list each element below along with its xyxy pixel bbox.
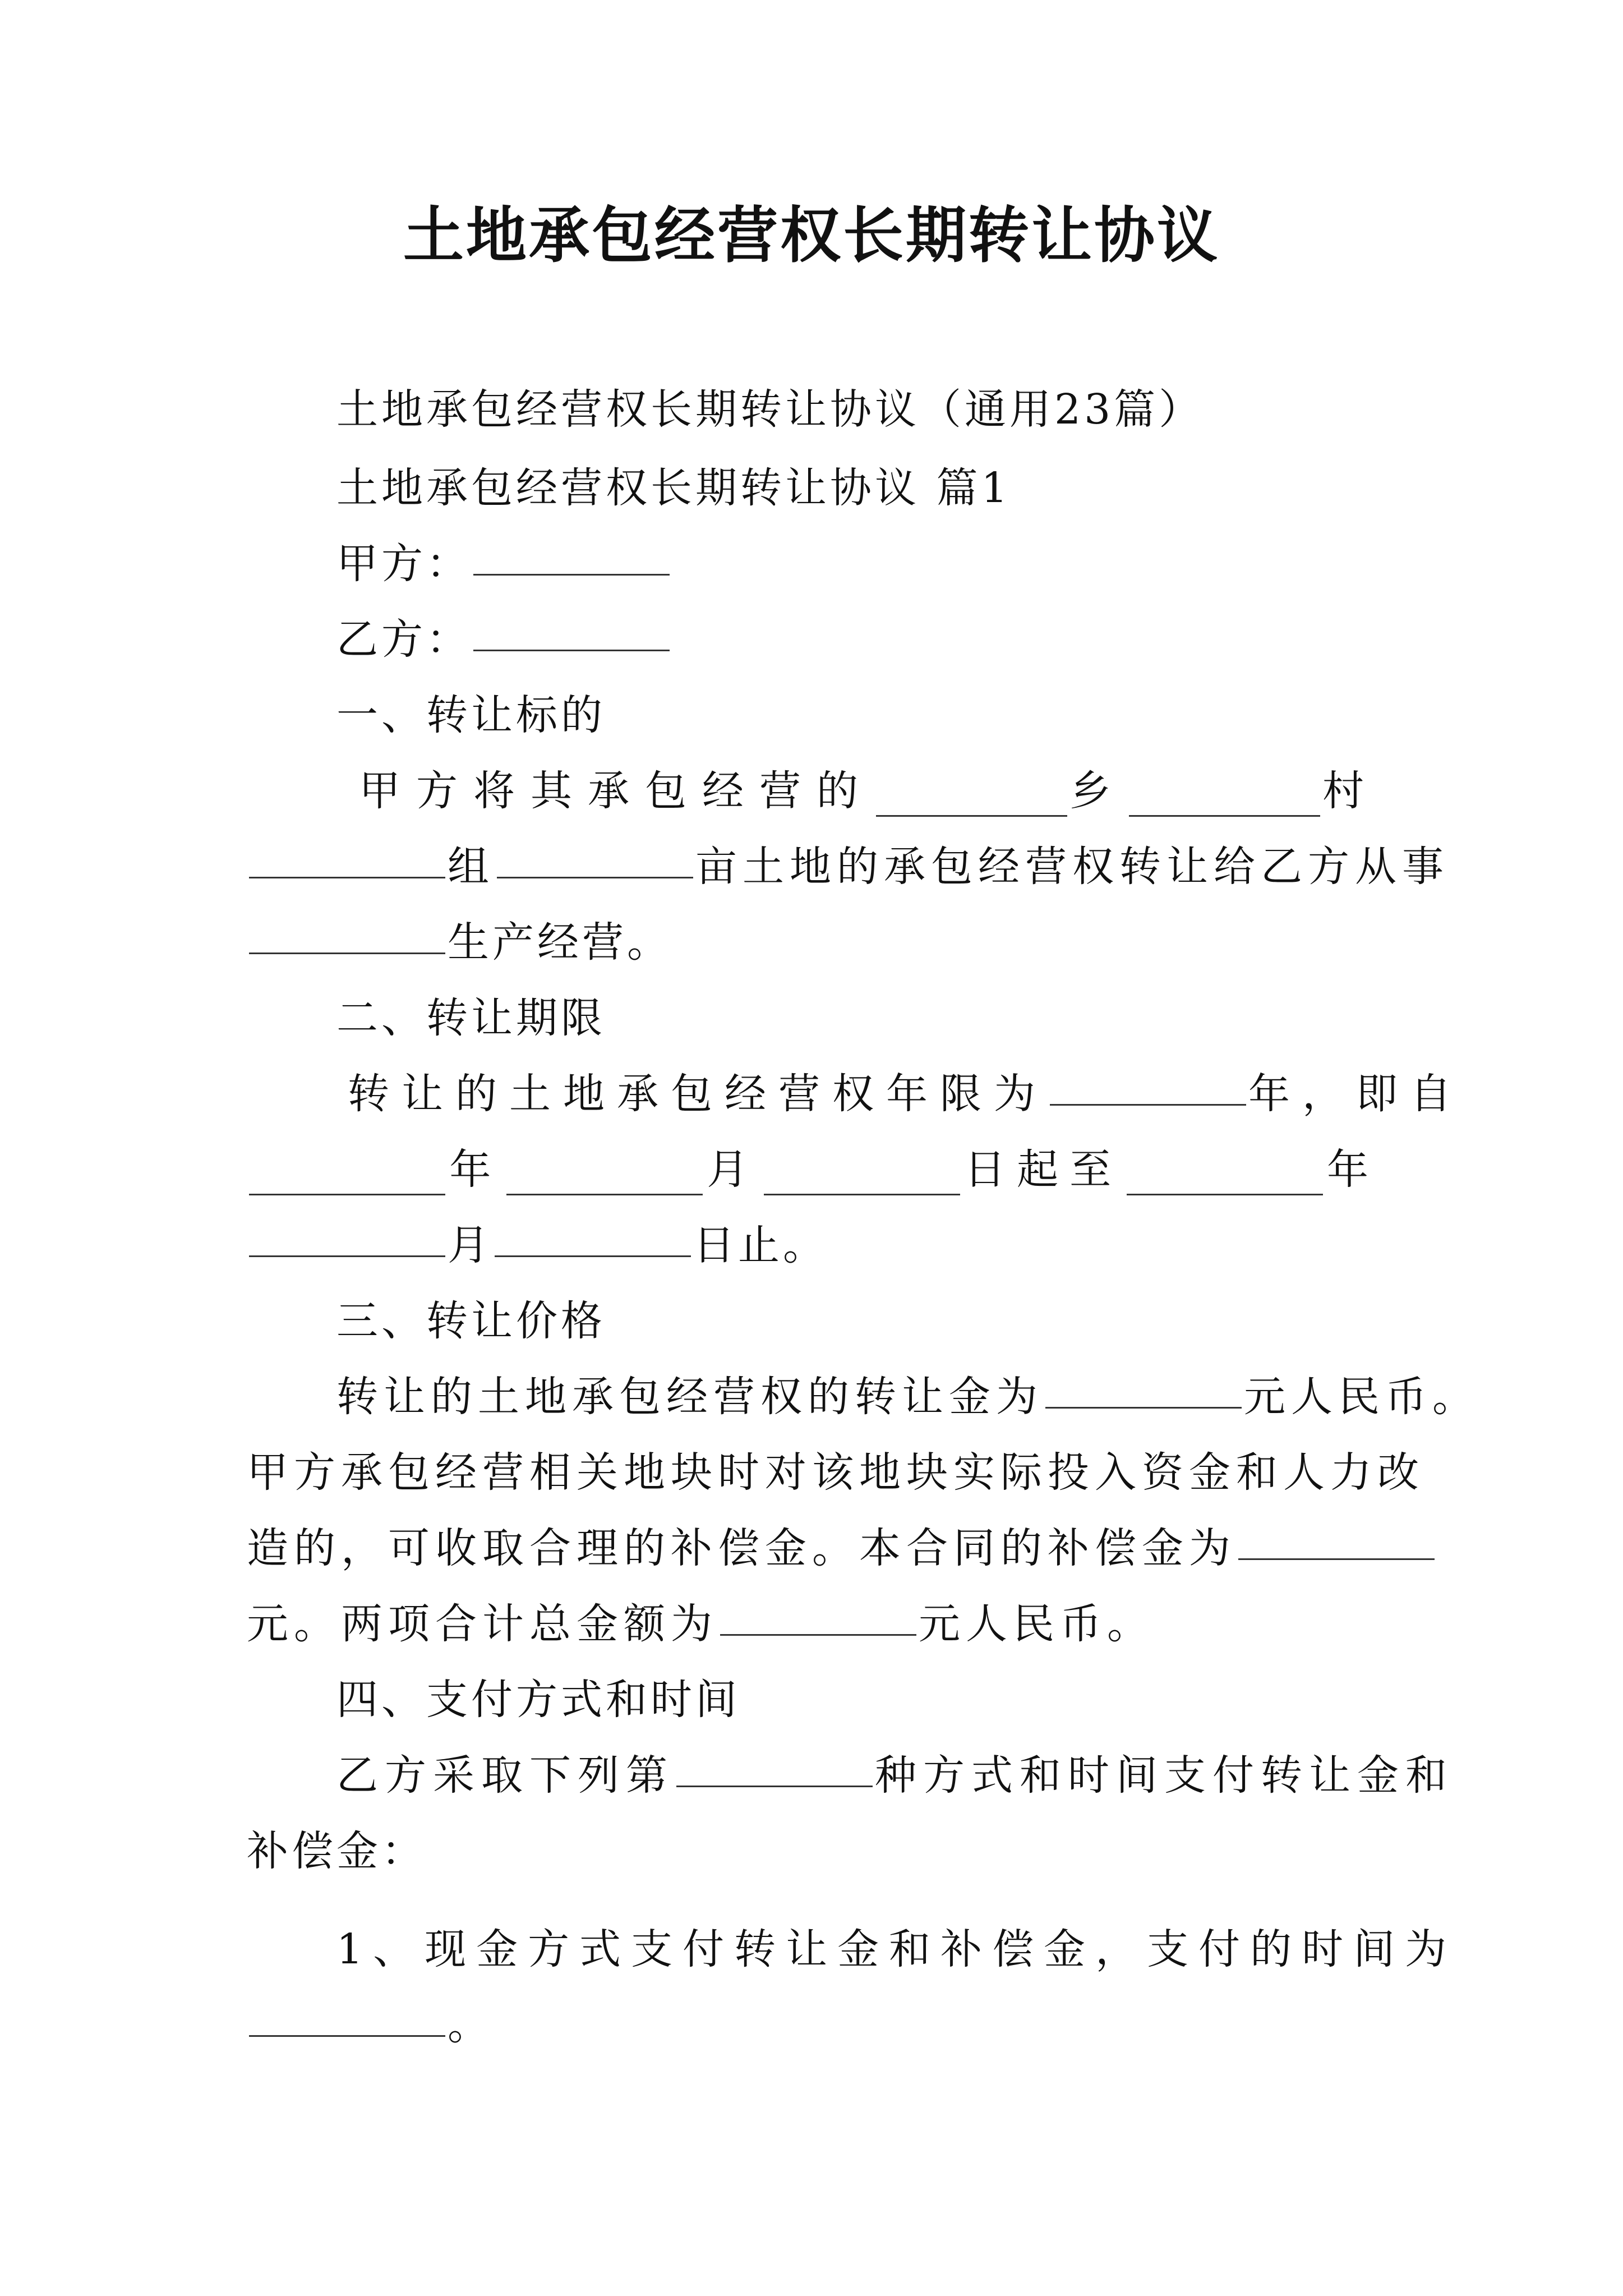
party-a-blank <box>473 574 670 576</box>
s3-line4: 元。两项合计总金额为 元人民币。 <box>247 1600 1154 1648</box>
s4-line1: 乙方采取下列第 种方式和时间支付转让金和 <box>336 1751 1454 1800</box>
s1-line2: 组 亩土地的承包经营权转让给乙方从事 <box>247 839 1449 895</box>
end-year-blank <box>1127 1194 1323 1195</box>
total-amount-blank <box>720 1634 916 1636</box>
village-blank <box>1129 815 1320 817</box>
term-years-blank <box>1050 1104 1246 1106</box>
village-township-blank <box>876 815 1067 817</box>
start-month-blank <box>506 1194 703 1195</box>
party-a-line <box>336 536 672 592</box>
section1-heading: 一、转让标的 <box>336 691 606 739</box>
document-title: 土地承包经营权长期转让协议 <box>403 200 1220 271</box>
payment-method-blank <box>676 1786 873 1787</box>
business-type-blank <box>249 953 445 954</box>
compensation-blank <box>1238 1558 1435 1560</box>
s3-line3: 造的，可收取合理的补偿金。本合同的补偿金为 <box>247 1520 1437 1576</box>
s3-line1: 转让的土地承包经营权的转让金为 元人民币。 <box>336 1373 1479 1421</box>
s2-line1: 转让的土地承包经营权年限为 年，即自 <box>348 1070 1464 1118</box>
s2-line2: 年 月 日起至 年 <box>247 1142 1380 1198</box>
s4-item1: 1、现金方式支付转让金和补偿金，支付的时间为 <box>336 1925 1457 1973</box>
s4-line2: 补偿金： <box>247 1827 426 1875</box>
subtitle: 土地承包经营权长期转让协议（通用23篇） <box>336 385 1204 434</box>
s3-line2: 甲方承包经营相关地块时对该地块实际投入资金和人力改 <box>247 1448 1424 1497</box>
party-b-blank <box>473 650 670 651</box>
s2-line3: 月 日止。 <box>247 1217 828 1273</box>
party-b-line <box>336 611 672 668</box>
area-blank <box>497 877 693 878</box>
transfer-fee-blank <box>1045 1407 1242 1409</box>
start-day-blank <box>764 1194 960 1195</box>
party-a-label: 甲方： <box>336 540 471 588</box>
s4-item1-cont: 。 <box>247 1997 492 2053</box>
start-year-blank <box>249 1194 445 1195</box>
s1-line3: 生产经营。 <box>247 914 672 970</box>
section2-heading: 二、转让期限 <box>336 994 606 1042</box>
section3-heading: 三、转让价格 <box>336 1297 606 1345</box>
end-month-blank <box>249 1255 445 1257</box>
party-b-label: 乙方： <box>336 615 471 664</box>
section4-heading: 四、支付方式和时间 <box>336 1676 740 1724</box>
s1-line1: 甲方将其承包经营的 乡 村 <box>359 763 1380 819</box>
part-heading: 土地承包经营权长期转让协议 篇1 <box>336 464 1011 512</box>
payment-time-blank <box>249 2035 445 2037</box>
end-day-blank <box>495 1255 691 1257</box>
group-blank <box>249 877 445 878</box>
